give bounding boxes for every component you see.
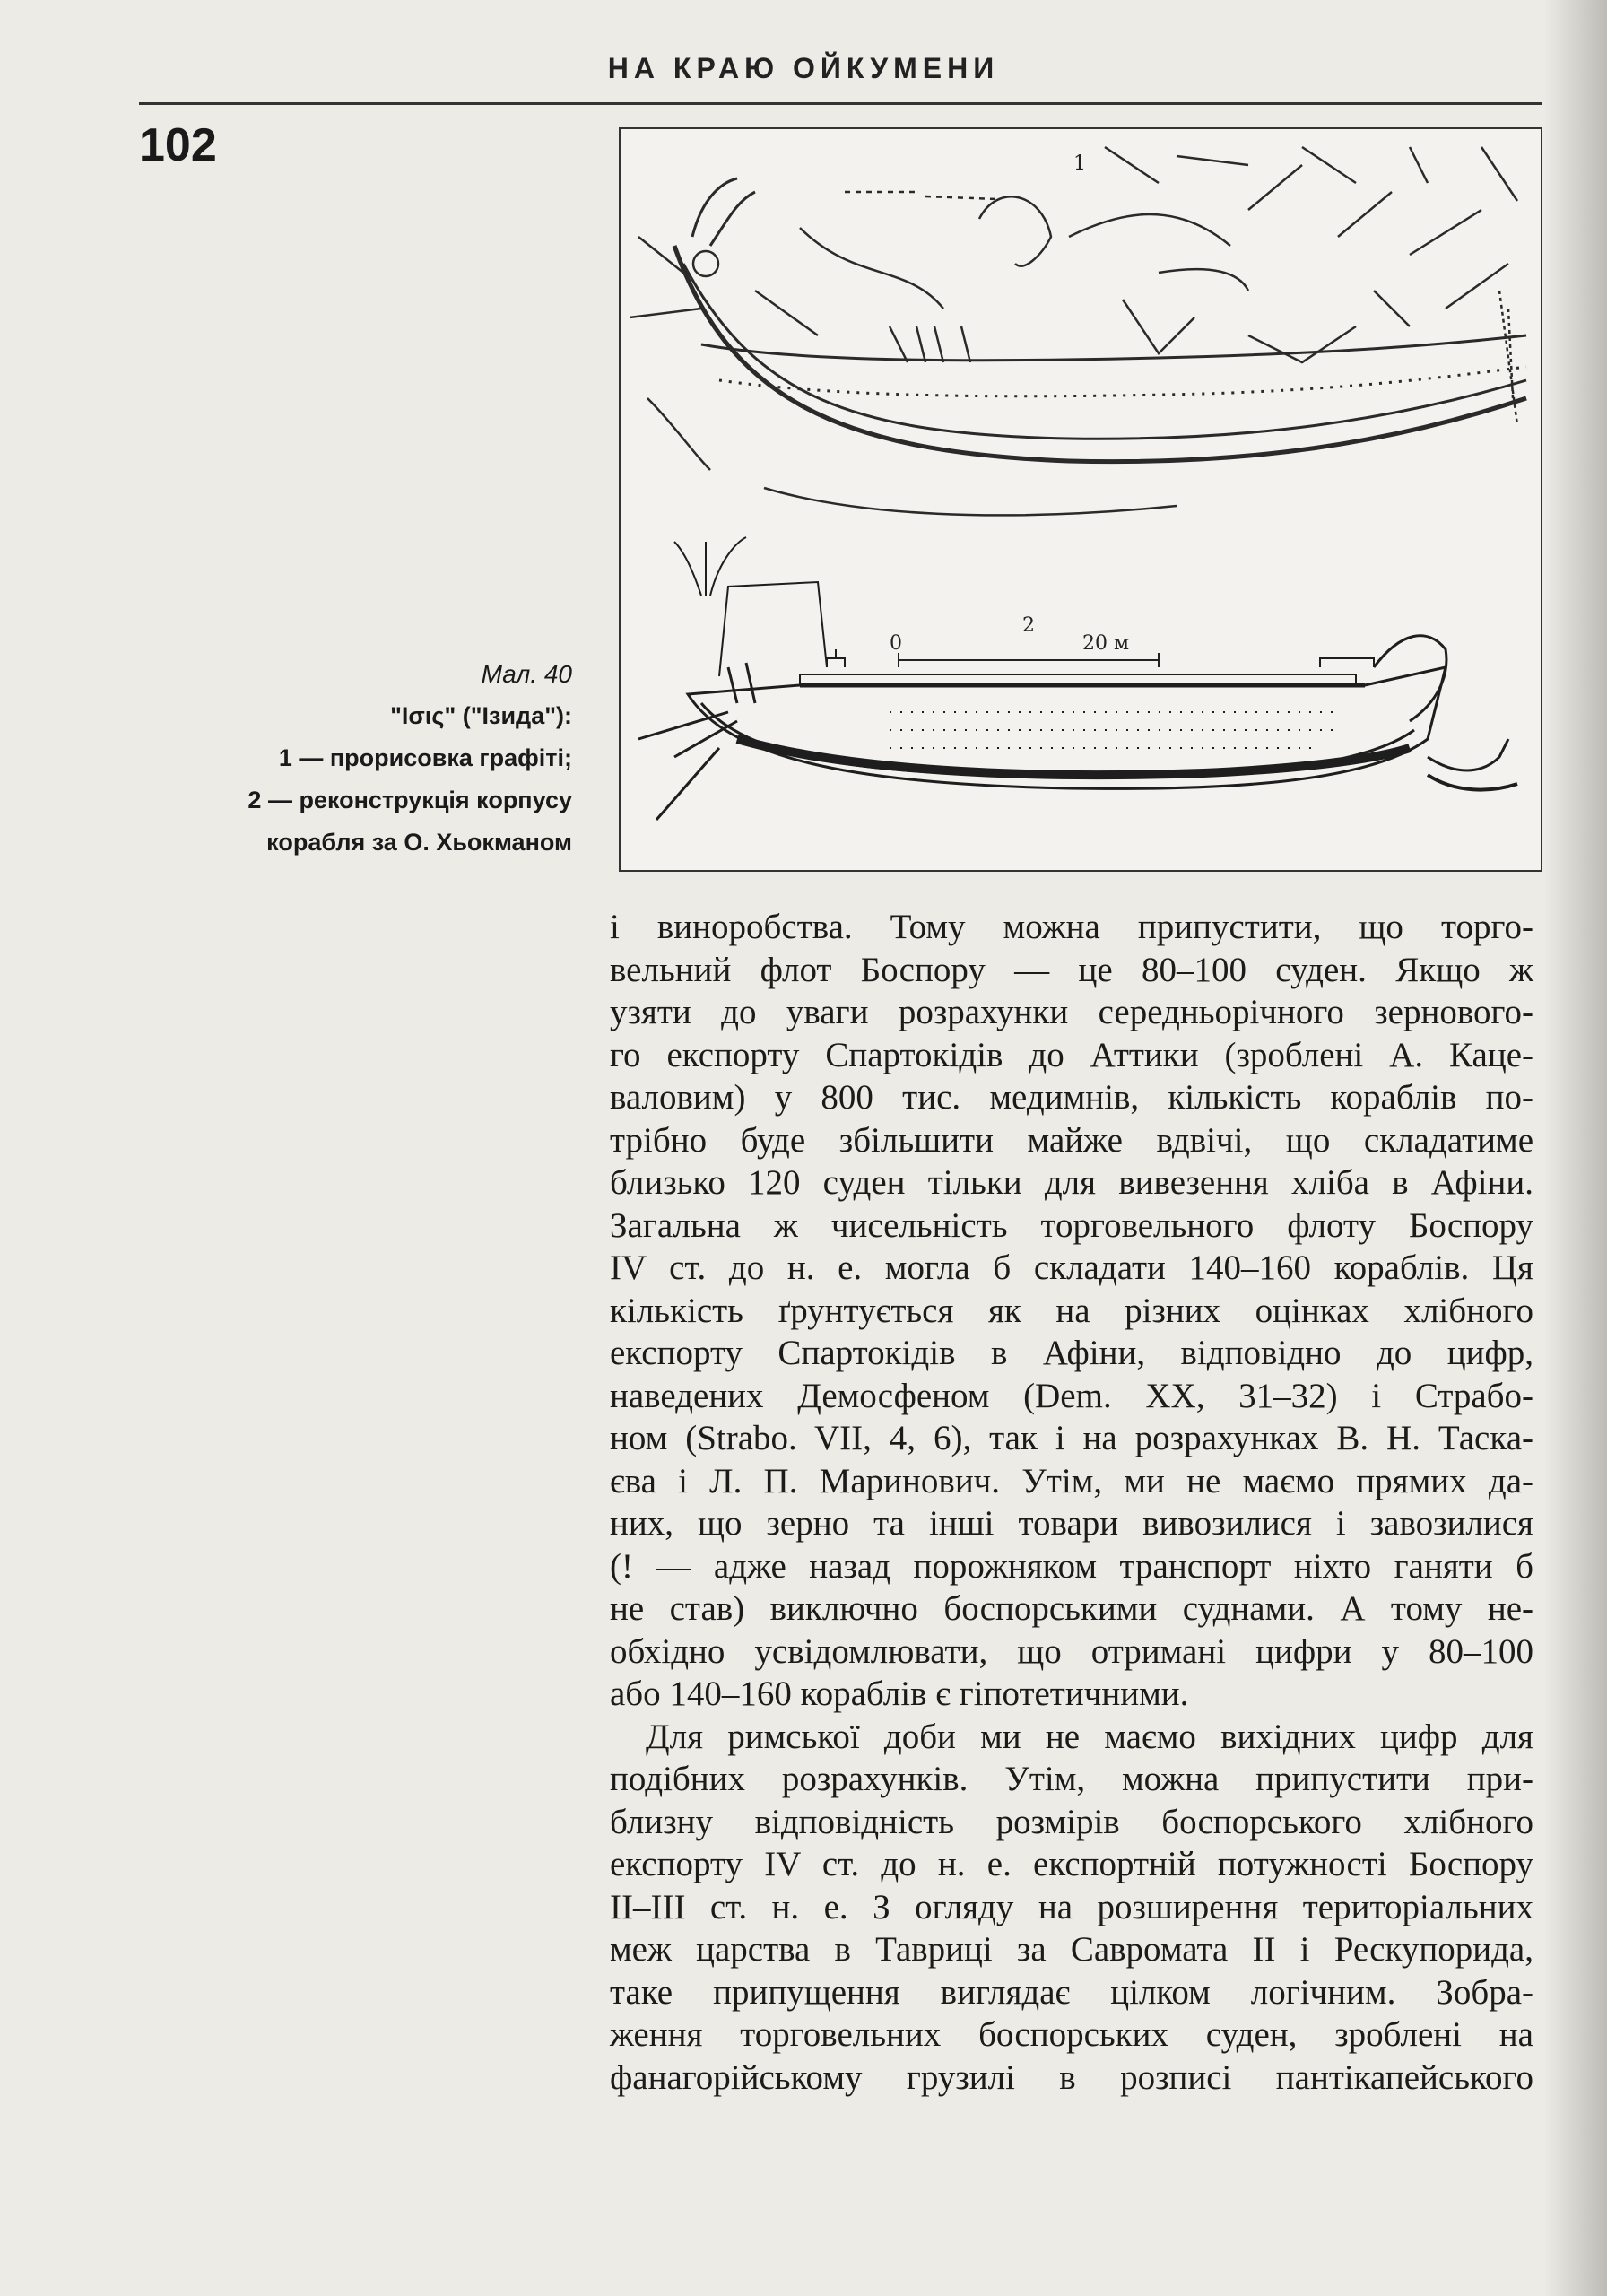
scale-end-label: 20 м xyxy=(1082,632,1130,655)
graffiti-drawing xyxy=(630,147,1526,515)
caption-item-3: корабля за О. Хьокманом xyxy=(266,829,572,856)
caption-item-2: 2 — реконструкція корпусу xyxy=(248,787,572,813)
page-edge-shadow xyxy=(1544,0,1607,2296)
body-text xyxy=(610,906,1533,2099)
ship-drawings xyxy=(621,129,1541,870)
page-number: 102 xyxy=(139,119,217,171)
text-line: меж царства в Тавриці за Савромата II і Рескупорида, xyxy=(610,1930,1533,1969)
text-line: них, що зерно та інші товари вивозилися і завозилися xyxy=(610,1504,1533,1543)
text-line: подібних розрахунків. Утім, можна припустити при- xyxy=(610,1760,1533,1798)
text-line: таке припущення виглядає цілком логічним. Зобра- xyxy=(610,1972,1533,2012)
text-line: фанагорійському грузилі в розписі пантікапейського xyxy=(610,2057,1533,2097)
text-line: експорту IV ст. до н. е. експортній потужності Боспору xyxy=(610,1845,1533,1883)
scale-start-label: 0 xyxy=(890,632,902,655)
text-line: II–III ст. н. е. З огляду на розширення територіальних xyxy=(610,1887,1533,1926)
text-line: не став) виключно боспорськими суднами. А тому не- xyxy=(610,1589,1533,1628)
text-line: (! — адже назад порожняком транспорт ніхто ганяти б xyxy=(610,1546,1533,1586)
text-line: близько 120 суден тільки для вивезення хліба в Афіни. xyxy=(610,1163,1533,1202)
paragraph-2 xyxy=(610,1716,1533,2100)
text-line: трібно буде збільшити майже вдвічі, що складатиме xyxy=(610,1120,1533,1160)
text-line: ження торговельних боспорських суден, зроблені на xyxy=(610,2015,1533,2054)
text-line: обхідно усвідомлювати, що отримані цифри у 80–100 xyxy=(610,1631,1533,1671)
figure-ship-illustration xyxy=(619,127,1542,872)
text-line: кількість ґрунтується як на різних оцінках хлібного xyxy=(610,1291,1533,1330)
figure-label-2: 2 xyxy=(1022,614,1035,637)
text-line: і виноробства. Тому можна припустити, що торго- xyxy=(610,908,1533,946)
caption-title: "Ισις" ("Ізида"): xyxy=(390,702,572,729)
text-line: валовим) у 800 тис. медимнів, кількість кораблів по- xyxy=(610,1078,1533,1117)
text-line: або 140–160 кораблів є гіпотетичними. xyxy=(610,1674,1189,1713)
caption-figure-number: Мал. 40 xyxy=(481,660,572,688)
text-line: близну відповідність розмірів боспорського хлібного xyxy=(610,1802,1533,1841)
figure-label-1: 1 xyxy=(1073,152,1086,175)
text-line: го експорту Спартокідів до Аттики (зроблені А. Каце- xyxy=(610,1035,1533,1074)
text-line: IV ст. до н. е. могла б складати 140–160 кораблів. Ця xyxy=(610,1248,1533,1287)
caption-item-1: 1 — прорисовка графіті; xyxy=(278,744,572,771)
figure-caption xyxy=(143,653,572,864)
text-line: єва і Л. П. Маринович. Утім, ми не маємо прямих да- xyxy=(610,1461,1533,1500)
text-line: узяти до уваги розрахунки середньорічного зернового- xyxy=(610,993,1533,1031)
text-line: наведених Демосфеном (Dem. XX, 31–32) і Страбо- xyxy=(610,1376,1533,1415)
text-line: вельний флот Боспору — це 80–100 суден. Якщо ж xyxy=(610,950,1533,989)
paragraph-1 xyxy=(610,906,1533,1716)
text-line: експорту Спартокідів в Афіни, відповідно до цифр, xyxy=(610,1334,1533,1372)
hull-reconstruction xyxy=(638,537,1517,820)
header-rule xyxy=(139,102,1542,105)
text-line: Для римської доби ми не маємо вихідних цифр для xyxy=(646,1717,1533,1756)
text-line: ном (Strabo. VII, 4, 6), так і на розрахунках В. Н. Таска- xyxy=(610,1419,1533,1457)
running-head: НА КРАЮ ОЙКУМЕНИ xyxy=(607,52,1000,84)
text-line: Загальна ж чисельність торговельного флоту Боспору xyxy=(610,1205,1533,1245)
